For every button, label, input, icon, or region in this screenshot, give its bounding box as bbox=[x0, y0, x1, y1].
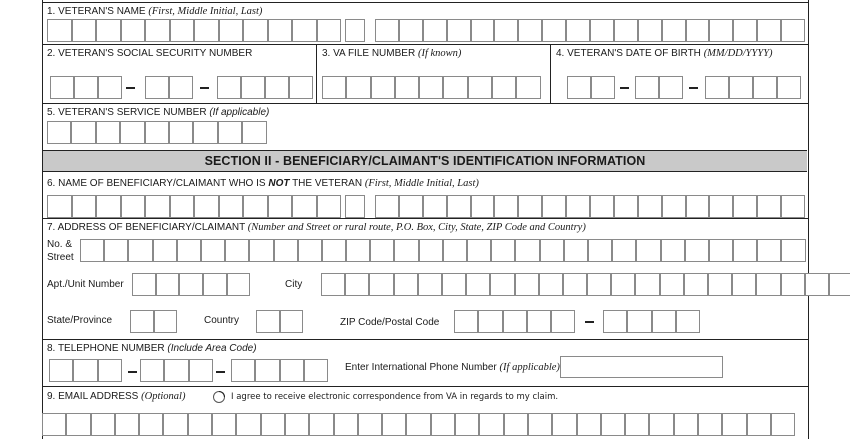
char-box[interactable] bbox=[686, 19, 710, 42]
char-box[interactable] bbox=[614, 195, 638, 218]
char-box[interactable] bbox=[346, 76, 370, 99]
char-box[interactable] bbox=[698, 413, 722, 436]
char-box[interactable] bbox=[72, 19, 97, 42]
divider-row-5 bbox=[42, 103, 809, 104]
char-box[interactable] bbox=[194, 19, 219, 42]
char-box[interactable] bbox=[454, 310, 478, 333]
email-address-boxes[interactable] bbox=[42, 413, 795, 436]
char-box[interactable] bbox=[587, 273, 611, 296]
ssn-part2-boxes[interactable] bbox=[145, 76, 193, 99]
char-box[interactable] bbox=[169, 76, 193, 99]
char-box[interactable] bbox=[685, 239, 709, 262]
char-box[interactable] bbox=[503, 310, 527, 333]
char-box[interactable] bbox=[423, 19, 447, 42]
char-box[interactable] bbox=[518, 195, 542, 218]
char-box[interactable] bbox=[777, 76, 801, 99]
char-box[interactable] bbox=[130, 310, 154, 333]
char-box[interactable] bbox=[47, 195, 72, 218]
char-box[interactable] bbox=[705, 76, 729, 99]
char-box[interactable] bbox=[145, 76, 169, 99]
char-box[interactable] bbox=[638, 195, 662, 218]
char-box[interactable] bbox=[212, 413, 236, 436]
char-box[interactable] bbox=[757, 239, 781, 262]
char-box[interactable] bbox=[219, 19, 244, 42]
char-box[interactable] bbox=[466, 273, 490, 296]
char-box[interactable] bbox=[156, 273, 180, 296]
char-box[interactable] bbox=[601, 413, 625, 436]
char-box[interactable] bbox=[494, 195, 518, 218]
char-box[interactable] bbox=[261, 413, 285, 436]
char-box[interactable] bbox=[542, 195, 566, 218]
char-box[interactable] bbox=[225, 239, 249, 262]
dob-month-boxes[interactable] bbox=[567, 76, 615, 99]
veteran-dob-label: 4. VETERAN'S DATE OF BIRTH (MM/DD/YYYY) bbox=[556, 48, 773, 59]
char-box[interactable] bbox=[399, 195, 423, 218]
phone-prefix-boxes[interactable] bbox=[140, 359, 213, 382]
char-box[interactable] bbox=[478, 310, 502, 333]
char-box[interactable] bbox=[170, 195, 195, 218]
char-box[interactable] bbox=[516, 76, 540, 99]
char-box[interactable] bbox=[491, 239, 515, 262]
email-consent-radio[interactable] bbox=[213, 391, 225, 403]
veteran-middle-initial-box[interactable] bbox=[345, 19, 365, 42]
char-box[interactable] bbox=[369, 273, 393, 296]
char-box[interactable] bbox=[153, 239, 177, 262]
phone-dash-2 bbox=[216, 371, 225, 373]
char-box[interactable] bbox=[515, 273, 539, 296]
char-box[interactable] bbox=[781, 239, 805, 262]
char-box[interactable] bbox=[733, 239, 757, 262]
char-box[interactable] bbox=[74, 76, 98, 99]
char-box[interactable] bbox=[280, 359, 304, 382]
char-box[interactable] bbox=[518, 19, 542, 42]
char-box[interactable] bbox=[104, 239, 128, 262]
divider-row-2 bbox=[42, 44, 809, 45]
char-box[interactable] bbox=[733, 195, 757, 218]
char-box[interactable] bbox=[98, 76, 122, 99]
char-box[interactable] bbox=[539, 273, 563, 296]
char-box[interactable] bbox=[96, 121, 120, 144]
char-box[interactable] bbox=[145, 19, 170, 42]
char-box[interactable] bbox=[49, 359, 73, 382]
form-top-rule bbox=[42, 2, 809, 3]
char-box[interactable] bbox=[676, 310, 700, 333]
char-box[interactable] bbox=[590, 19, 614, 42]
char-box[interactable] bbox=[528, 413, 552, 436]
veteran-first-name-boxes[interactable] bbox=[47, 19, 341, 42]
char-box[interactable] bbox=[674, 413, 698, 436]
veteran-name-label: 1. VETERAN'S NAME (First, Middle Initial, Last) bbox=[47, 6, 263, 17]
country-boxes[interactable] bbox=[256, 310, 303, 333]
char-box[interactable] bbox=[179, 273, 203, 296]
char-box[interactable] bbox=[189, 359, 213, 382]
char-box[interactable] bbox=[334, 413, 358, 436]
char-box[interactable] bbox=[708, 273, 732, 296]
char-box[interactable] bbox=[661, 239, 685, 262]
char-box[interactable] bbox=[96, 195, 121, 218]
char-box[interactable] bbox=[733, 19, 757, 42]
divider-item-7 bbox=[42, 218, 809, 219]
state-province-boxes[interactable] bbox=[130, 310, 177, 333]
char-box[interactable] bbox=[443, 239, 467, 262]
char-box[interactable] bbox=[627, 310, 651, 333]
char-box[interactable] bbox=[540, 239, 564, 262]
char-box[interactable] bbox=[219, 195, 244, 218]
char-box[interactable] bbox=[419, 76, 443, 99]
char-box[interactable] bbox=[479, 413, 503, 436]
beneficiary-name-label: 6. NAME OF BENEFICIARY/CLAIMANT WHO IS NOT THE VETERAN (First, Middle Initial, Last) bbox=[47, 178, 479, 189]
char-box[interactable] bbox=[747, 413, 771, 436]
divider-col-4 bbox=[550, 44, 551, 103]
char-box[interactable] bbox=[227, 273, 251, 296]
phone-area-code-boxes[interactable] bbox=[49, 359, 122, 382]
char-box[interactable] bbox=[829, 273, 850, 296]
char-box[interactable] bbox=[662, 19, 686, 42]
char-box[interactable] bbox=[309, 413, 333, 436]
char-box[interactable] bbox=[419, 239, 443, 262]
char-box[interactable] bbox=[345, 195, 365, 218]
char-box[interactable] bbox=[71, 121, 95, 144]
divider-item-8 bbox=[42, 339, 809, 340]
apt-unit-boxes[interactable] bbox=[132, 273, 250, 296]
char-box[interactable] bbox=[395, 76, 419, 99]
char-box[interactable] bbox=[132, 273, 156, 296]
zip-dash bbox=[585, 321, 594, 323]
char-box[interactable] bbox=[552, 413, 576, 436]
char-box[interactable] bbox=[566, 195, 590, 218]
char-box[interactable] bbox=[406, 413, 430, 436]
char-box[interactable] bbox=[612, 239, 636, 262]
char-box[interactable] bbox=[684, 273, 708, 296]
char-box[interactable] bbox=[542, 19, 566, 42]
char-box[interactable] bbox=[91, 413, 115, 436]
va-file-number-boxes[interactable] bbox=[322, 76, 541, 99]
char-box[interactable] bbox=[805, 273, 829, 296]
char-box[interactable] bbox=[120, 121, 144, 144]
char-box[interactable] bbox=[757, 19, 781, 42]
char-box[interactable] bbox=[566, 19, 590, 42]
char-box[interactable] bbox=[194, 195, 219, 218]
char-box[interactable] bbox=[72, 195, 97, 218]
char-box[interactable] bbox=[551, 310, 575, 333]
char-box[interactable] bbox=[722, 413, 746, 436]
char-box[interactable] bbox=[274, 239, 298, 262]
char-box[interactable] bbox=[243, 19, 268, 42]
char-box[interactable] bbox=[47, 121, 71, 144]
veteran-last-name-boxes[interactable] bbox=[375, 19, 805, 42]
char-box[interactable] bbox=[394, 273, 418, 296]
char-box[interactable] bbox=[280, 310, 304, 333]
service-number-label: 5. VETERAN'S SERVICE NUMBER (If applicable) bbox=[47, 107, 270, 118]
char-box[interactable] bbox=[345, 19, 365, 42]
char-box[interactable] bbox=[447, 19, 471, 42]
char-box[interactable] bbox=[289, 76, 313, 99]
char-box[interactable] bbox=[298, 239, 322, 262]
char-box[interactable] bbox=[635, 273, 659, 296]
char-box[interactable] bbox=[317, 19, 342, 42]
char-box[interactable] bbox=[218, 121, 242, 144]
char-box[interactable] bbox=[753, 76, 777, 99]
char-box[interactable] bbox=[121, 195, 146, 218]
char-box[interactable] bbox=[638, 19, 662, 42]
char-box[interactable] bbox=[781, 19, 805, 42]
char-box[interactable] bbox=[217, 76, 241, 99]
zip-extension-boxes[interactable] bbox=[603, 310, 700, 333]
ssn-part1-boxes[interactable] bbox=[50, 76, 122, 99]
char-box[interactable] bbox=[588, 239, 612, 262]
char-box[interactable] bbox=[494, 19, 518, 42]
telephone-label: 8. TELEPHONE NUMBER (Include Area Code) bbox=[47, 343, 257, 354]
zip-code-boxes[interactable] bbox=[454, 310, 575, 333]
char-box[interactable] bbox=[504, 413, 528, 436]
intl-phone-label: Enter International Phone Number (If applicable) bbox=[345, 362, 560, 373]
char-box[interactable] bbox=[370, 239, 394, 262]
char-box[interactable] bbox=[455, 413, 479, 436]
char-box[interactable] bbox=[471, 195, 495, 218]
char-box[interactable] bbox=[249, 239, 273, 262]
char-box[interactable] bbox=[732, 273, 756, 296]
char-box[interactable] bbox=[375, 195, 399, 218]
char-box[interactable] bbox=[709, 19, 733, 42]
char-box[interactable] bbox=[96, 19, 121, 42]
char-box[interactable] bbox=[345, 273, 369, 296]
char-box[interactable] bbox=[686, 195, 710, 218]
char-box[interactable] bbox=[781, 273, 805, 296]
char-box[interactable] bbox=[394, 239, 418, 262]
email-label: 9. EMAIL ADDRESS (Optional) bbox=[47, 391, 186, 402]
char-box[interactable] bbox=[121, 19, 146, 42]
char-box[interactable] bbox=[611, 273, 635, 296]
char-box[interactable] bbox=[614, 19, 638, 42]
char-box[interactable] bbox=[255, 359, 279, 382]
char-box[interactable] bbox=[42, 413, 66, 436]
ssn-dash-1 bbox=[126, 87, 135, 89]
char-box[interactable] bbox=[652, 310, 676, 333]
char-box[interactable] bbox=[231, 359, 255, 382]
char-box[interactable] bbox=[660, 273, 684, 296]
char-box[interactable] bbox=[636, 239, 660, 262]
char-box[interactable] bbox=[242, 121, 266, 144]
phone-line-boxes[interactable] bbox=[231, 359, 328, 382]
email-consent-text: I agree to receive electronic correspondence from VA in regards to my claim. bbox=[231, 392, 559, 402]
char-box[interactable] bbox=[164, 359, 188, 382]
char-box[interactable] bbox=[625, 413, 649, 436]
char-box[interactable] bbox=[490, 273, 514, 296]
char-box[interactable] bbox=[771, 413, 795, 436]
char-box[interactable] bbox=[268, 19, 293, 42]
divider-col-3 bbox=[316, 44, 317, 103]
ssn-part3-boxes[interactable] bbox=[217, 76, 313, 99]
char-box[interactable] bbox=[66, 413, 90, 436]
char-box[interactable] bbox=[471, 19, 495, 42]
char-box[interactable] bbox=[139, 413, 163, 436]
char-box[interactable] bbox=[382, 413, 406, 436]
char-box[interactable] bbox=[115, 413, 139, 436]
char-box[interactable] bbox=[292, 195, 317, 218]
char-box[interactable] bbox=[577, 413, 601, 436]
street-label-line2: Street bbox=[47, 252, 74, 263]
city-label: City bbox=[285, 279, 303, 290]
dob-day-boxes[interactable] bbox=[635, 76, 683, 99]
char-box[interactable] bbox=[563, 273, 587, 296]
char-box[interactable] bbox=[515, 239, 539, 262]
char-box[interactable] bbox=[418, 273, 442, 296]
divider-item-9 bbox=[42, 386, 809, 387]
char-box[interactable] bbox=[243, 195, 268, 218]
char-box[interactable] bbox=[193, 121, 217, 144]
char-box[interactable] bbox=[527, 310, 551, 333]
char-box[interactable] bbox=[317, 195, 342, 218]
char-box[interactable] bbox=[399, 19, 423, 42]
char-box[interactable] bbox=[292, 19, 317, 42]
char-box[interactable] bbox=[442, 273, 466, 296]
char-box[interactable] bbox=[322, 76, 346, 99]
char-box[interactable] bbox=[371, 76, 395, 99]
char-box[interactable] bbox=[188, 413, 212, 436]
char-box[interactable] bbox=[265, 76, 289, 99]
char-box[interactable] bbox=[145, 195, 170, 218]
intl-phone-input[interactable] bbox=[560, 356, 723, 378]
char-box[interactable] bbox=[73, 359, 97, 382]
char-box[interactable] bbox=[468, 76, 492, 99]
dob-dash-1 bbox=[620, 87, 629, 89]
beneficiary-last-name-boxes[interactable] bbox=[375, 195, 805, 218]
char-box[interactable] bbox=[98, 359, 122, 382]
char-box[interactable] bbox=[591, 76, 615, 99]
char-box[interactable] bbox=[443, 76, 467, 99]
beneficiary-first-name-boxes[interactable] bbox=[47, 195, 341, 218]
dob-year-boxes[interactable] bbox=[705, 76, 801, 99]
char-box[interactable] bbox=[756, 273, 780, 296]
char-box[interactable] bbox=[304, 359, 328, 382]
char-box[interactable] bbox=[140, 359, 164, 382]
char-box[interactable] bbox=[47, 19, 72, 42]
char-box[interactable] bbox=[50, 76, 74, 99]
char-box[interactable] bbox=[170, 19, 195, 42]
char-box[interactable] bbox=[729, 76, 753, 99]
phone-dash-1 bbox=[128, 371, 137, 373]
section-2-header: SECTION II - BENEFICIARY/CLAIMANT'S IDENTIFICATION INFORMATION bbox=[43, 150, 807, 172]
street-label-line1: No. & bbox=[47, 239, 73, 250]
char-box[interactable] bbox=[203, 273, 227, 296]
beneficiary-middle-initial-box[interactable] bbox=[345, 195, 365, 218]
char-box[interactable] bbox=[709, 239, 733, 262]
char-box[interactable] bbox=[431, 413, 455, 436]
street-address-boxes[interactable] bbox=[80, 239, 806, 262]
char-box[interactable] bbox=[285, 413, 309, 436]
char-box[interactable] bbox=[236, 413, 260, 436]
country-label: Country bbox=[204, 315, 240, 326]
ssn-dash-2 bbox=[200, 87, 209, 89]
char-box[interactable] bbox=[256, 310, 280, 333]
city-boxes[interactable] bbox=[321, 273, 850, 296]
char-box[interactable] bbox=[163, 413, 187, 436]
service-number-boxes[interactable] bbox=[47, 121, 267, 144]
char-box[interactable] bbox=[492, 76, 516, 99]
char-box[interactable] bbox=[659, 76, 683, 99]
dob-dash-2 bbox=[689, 87, 698, 89]
char-box[interactable] bbox=[358, 413, 382, 436]
char-box[interactable] bbox=[781, 195, 805, 218]
char-box[interactable] bbox=[321, 273, 345, 296]
char-box[interactable] bbox=[564, 239, 588, 262]
char-box[interactable] bbox=[590, 195, 614, 218]
state-province-label: State/Province bbox=[47, 315, 113, 326]
char-box[interactable] bbox=[567, 76, 591, 99]
char-box[interactable] bbox=[128, 239, 152, 262]
char-box[interactable] bbox=[649, 413, 673, 436]
char-box[interactable] bbox=[201, 239, 225, 262]
char-box[interactable] bbox=[662, 195, 686, 218]
beneficiary-address-label: 7. ADDRESS OF BENEFICIARY/CLAIMANT (Number and Street or rural route, P.O. Box, City, State, ZIP Code and Country) bbox=[47, 222, 586, 233]
char-box[interactable] bbox=[169, 121, 193, 144]
char-box[interactable] bbox=[709, 195, 733, 218]
char-box[interactable] bbox=[757, 195, 781, 218]
char-box[interactable] bbox=[80, 239, 104, 262]
char-box[interactable] bbox=[603, 310, 627, 333]
char-box[interactable] bbox=[268, 195, 293, 218]
char-box[interactable] bbox=[635, 76, 659, 99]
va-file-number-label: 3. VA FILE NUMBER (If known) bbox=[322, 48, 462, 59]
char-box[interactable] bbox=[346, 239, 370, 262]
veteran-ssn-label: 2. VETERAN'S SOCIAL SECURITY NUMBER bbox=[47, 48, 253, 59]
char-box[interactable] bbox=[375, 19, 399, 42]
char-box[interactable] bbox=[145, 121, 169, 144]
char-box[interactable] bbox=[447, 195, 471, 218]
zip-postal-label: ZIP Code/Postal Code bbox=[340, 317, 440, 328]
char-box[interactable] bbox=[154, 310, 178, 333]
apt-unit-label: Apt./Unit Number bbox=[47, 279, 124, 290]
char-box[interactable] bbox=[423, 195, 447, 218]
char-box[interactable] bbox=[322, 239, 346, 262]
char-box[interactable] bbox=[467, 239, 491, 262]
char-box[interactable] bbox=[177, 239, 201, 262]
char-box[interactable] bbox=[241, 76, 265, 99]
